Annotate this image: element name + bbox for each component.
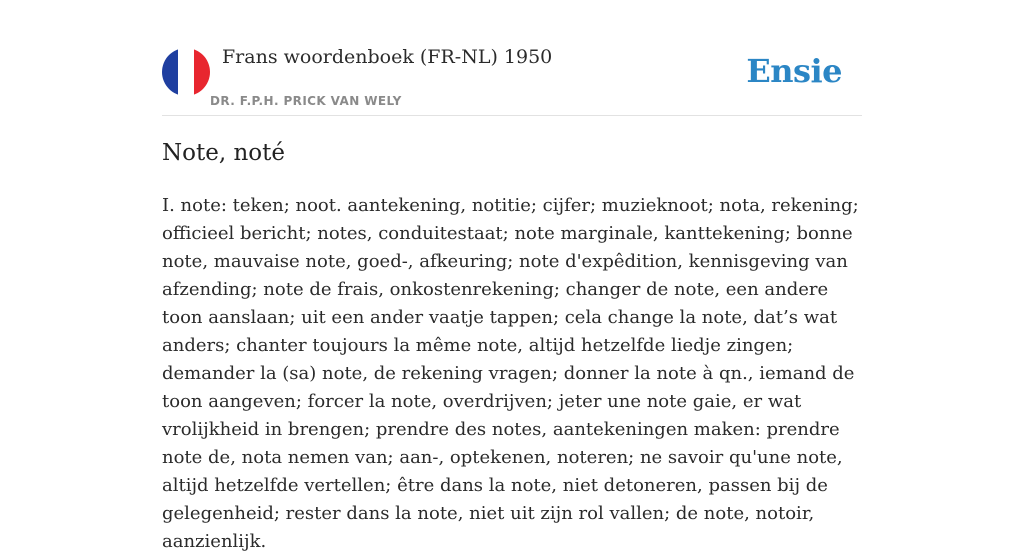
france-flag-icon [162, 48, 210, 96]
entry-headword: Note, noté [162, 140, 285, 166]
flag-red-stripe [194, 48, 210, 96]
flag-white-stripe [178, 48, 194, 96]
flag-blue-stripe [162, 48, 178, 96]
dictionary-header [162, 44, 862, 116]
dictionary-title[interactable]: Frans woordenboek (FR-NL) 1950 [222, 46, 553, 68]
entry-definition: I. note: teken; noot. aantekening, notitie; cijfer; muzieknoot; nota, rekening; officieel bericht; notes, conduitestaat; note marginale, kanttekening; bonne note, mauvaise note, goed-, afkeuring; note d'expêdition, kennisgeving van afzending; note de frais, onkostenrekening; changer de note, een andere toon aanslaan; uit een ander vaatje tappen; cela change la note, dat’s wat anders; chanter toujours la même note, altijd hetzelfde liedje zingen; demander la (sa) note, de rekening vragen; donner la note à qn., iemand de toon aangeven; forcer la note, overdrijven; jeter une note gaie, er wat vrolijkheid in brengen; prendre des notes, aantekeningen maken: prendre note de, nota nemen van; aan-, optekenen, noteren; ne savoir qu'une note, altijd hetzelfde vertellen; être dans la note, niet detoneren, passen bij de gelegenheid; rester dans la note, niet uit zijn rol vallen; de note, notoir, aanzienlijk. [162, 195, 859, 552]
brand-logo[interactable]: Ensie [746, 52, 842, 90]
dictionary-author: DR. F.P.H. PRICK VAN WELY [210, 94, 402, 108]
header-divider [162, 115, 862, 116]
